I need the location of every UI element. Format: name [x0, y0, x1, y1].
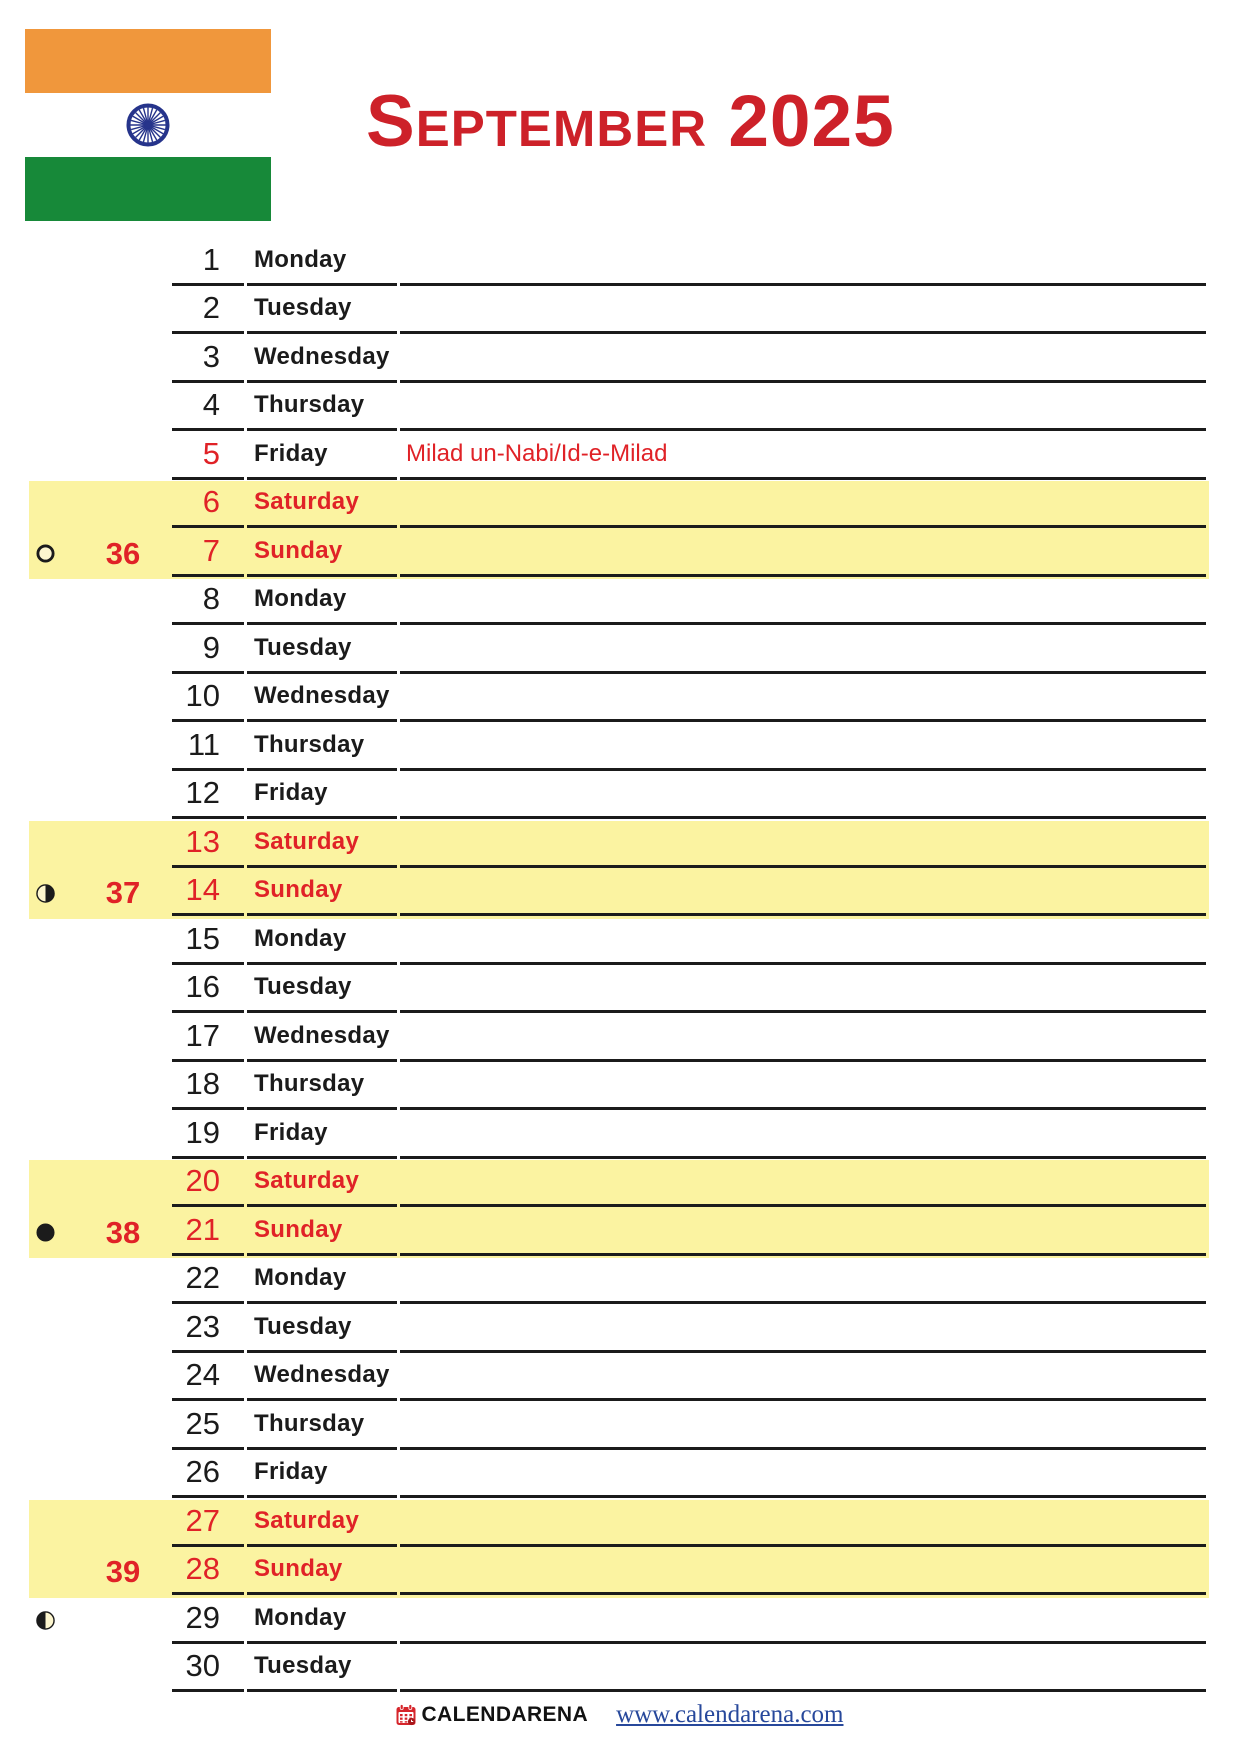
day-row[interactable] — [172, 1498, 1206, 1547]
holiday-label: Milad un-Nabi/Id-e-Milad — [400, 431, 1206, 480]
day-name: Friday — [247, 1450, 397, 1499]
day-name: Tuesday — [247, 625, 397, 674]
day-name: Tuesday — [247, 965, 397, 1014]
day-name: Saturday — [247, 480, 397, 529]
week-number-38: 38 — [105, 1215, 141, 1250]
day-number: 5 — [172, 431, 244, 480]
day-row[interactable] — [172, 1450, 1206, 1499]
day-name: Thursday — [247, 1401, 397, 1450]
holiday-label — [400, 480, 1206, 529]
holiday-label — [400, 383, 1206, 432]
day-name: Saturday — [247, 1498, 397, 1547]
holiday-label — [400, 1256, 1206, 1305]
day-row[interactable] — [172, 1207, 1206, 1256]
month-day-list — [169, 237, 1209, 1692]
day-name: Sunday — [247, 1547, 397, 1596]
day-number: 1 — [172, 237, 244, 286]
day-row[interactable] — [172, 431, 1206, 480]
holiday-label — [400, 916, 1206, 965]
day-row[interactable] — [172, 1110, 1206, 1159]
first-quarter-moon-icon — [36, 1611, 55, 1630]
day-name: Wednesday — [247, 334, 397, 383]
holiday-label — [400, 1547, 1206, 1596]
day-number: 7 — [172, 528, 244, 577]
day-row[interactable] — [172, 480, 1206, 529]
day-row[interactable] — [172, 286, 1206, 335]
day-row[interactable] — [172, 528, 1206, 577]
day-row[interactable] — [172, 1595, 1206, 1644]
day-row[interactable] — [172, 1159, 1206, 1208]
day-number: 20 — [172, 1159, 244, 1208]
day-row[interactable] — [172, 577, 1206, 626]
brand — [396, 1703, 588, 1727]
day-number: 28 — [172, 1547, 244, 1596]
holiday-label — [400, 1644, 1206, 1693]
day-name: Wednesday — [247, 1353, 397, 1402]
full-moon-icon — [36, 544, 55, 563]
holiday-label — [400, 1062, 1206, 1111]
day-row[interactable] — [172, 868, 1206, 917]
new-moon-icon — [36, 1223, 55, 1242]
day-row[interactable] — [172, 1547, 1206, 1596]
day-row[interactable] — [172, 819, 1206, 868]
brand-label: CALENDARENA — [421, 1703, 589, 1726]
day-name: Wednesday — [247, 1013, 397, 1062]
day-name: Saturday — [247, 1159, 397, 1208]
day-row[interactable] — [172, 1062, 1206, 1111]
holiday-label — [400, 1595, 1206, 1644]
holiday-label — [400, 868, 1206, 917]
day-name: Monday — [247, 1595, 397, 1644]
holiday-label — [400, 1159, 1206, 1208]
day-row[interactable] — [172, 1013, 1206, 1062]
holiday-label — [400, 334, 1206, 383]
day-row[interactable] — [172, 916, 1206, 965]
day-number: 10 — [172, 674, 244, 723]
day-name: Tuesday — [247, 286, 397, 335]
day-number: 12 — [172, 771, 244, 820]
day-name: Friday — [247, 1110, 397, 1159]
day-name: Thursday — [247, 1062, 397, 1111]
holiday-label — [400, 1353, 1206, 1402]
day-number: 9 — [172, 625, 244, 674]
day-row[interactable] — [172, 1256, 1206, 1305]
holiday-label — [400, 819, 1206, 868]
day-number: 4 — [172, 383, 244, 432]
ashoka-chakra-icon — [125, 102, 171, 148]
day-row[interactable] — [172, 771, 1206, 820]
holiday-label — [400, 674, 1206, 723]
day-number: 30 — [172, 1644, 244, 1693]
day-row[interactable] — [172, 1644, 1206, 1693]
day-row[interactable] — [172, 965, 1206, 1014]
day-row[interactable] — [172, 674, 1206, 723]
flag-white-band — [25, 93, 271, 157]
day-name: Wednesday — [247, 674, 397, 723]
holiday-label — [400, 237, 1206, 286]
day-name: Thursday — [247, 722, 397, 771]
holiday-label — [400, 625, 1206, 674]
day-row[interactable] — [172, 1353, 1206, 1402]
day-name: Sunday — [247, 1207, 397, 1256]
day-name: Friday — [247, 771, 397, 820]
day-name: Thursday — [247, 383, 397, 432]
day-number: 13 — [172, 819, 244, 868]
day-row[interactable] — [172, 625, 1206, 674]
day-number: 8 — [172, 577, 244, 626]
week-number-37: 37 — [105, 875, 141, 910]
day-number: 14 — [172, 868, 244, 917]
holiday-label — [400, 1450, 1206, 1499]
day-number: 22 — [172, 1256, 244, 1305]
day-number: 6 — [172, 480, 244, 529]
day-number: 29 — [172, 1595, 244, 1644]
holiday-label — [400, 528, 1206, 577]
day-number: 18 — [172, 1062, 244, 1111]
day-name: Tuesday — [247, 1304, 397, 1353]
holiday-label — [400, 1401, 1206, 1450]
flag-saffron-band — [25, 29, 271, 93]
day-name: Monday — [247, 237, 397, 286]
day-name: Monday — [247, 577, 397, 626]
day-name: Sunday — [247, 868, 397, 917]
day-name: Monday — [247, 1256, 397, 1305]
holiday-label — [400, 1498, 1206, 1547]
page-title: September 2025 — [366, 81, 895, 162]
day-name: Monday — [247, 916, 397, 965]
india-flag-icon — [25, 29, 271, 221]
holiday-label — [400, 1013, 1206, 1062]
week-number-39: 39 — [105, 1554, 141, 1589]
calendar-icon — [396, 1704, 416, 1726]
day-number: 16 — [172, 965, 244, 1014]
day-name: Sunday — [247, 528, 397, 577]
day-name: Saturday — [247, 819, 397, 868]
day-number: 2 — [172, 286, 244, 335]
day-number: 15 — [172, 916, 244, 965]
day-name: Friday — [247, 431, 397, 480]
holiday-label — [400, 965, 1206, 1014]
holiday-label — [400, 577, 1206, 626]
day-number: 11 — [172, 722, 244, 771]
flag-green-band — [25, 157, 271, 221]
day-name: Tuesday — [247, 1644, 397, 1693]
holiday-label — [400, 286, 1206, 335]
day-row[interactable] — [172, 237, 1206, 286]
holiday-label — [400, 1207, 1206, 1256]
holiday-label — [400, 771, 1206, 820]
day-row[interactable] — [172, 383, 1206, 432]
day-number: 17 — [172, 1013, 244, 1062]
day-number: 26 — [172, 1450, 244, 1499]
last-quarter-moon-icon — [36, 884, 55, 903]
site-link[interactable]: www.calendarena.com — [616, 1701, 844, 1728]
day-number: 25 — [172, 1401, 244, 1450]
week-number-36: 36 — [105, 536, 141, 571]
day-number: 23 — [172, 1304, 244, 1353]
day-row[interactable] — [172, 1401, 1206, 1450]
holiday-label — [400, 1110, 1206, 1159]
day-row[interactable] — [172, 1304, 1206, 1353]
day-number: 21 — [172, 1207, 244, 1256]
day-number: 3 — [172, 334, 244, 383]
day-number: 27 — [172, 1498, 244, 1547]
day-row[interactable] — [172, 334, 1206, 383]
day-row[interactable] — [172, 722, 1206, 771]
day-number: 19 — [172, 1110, 244, 1159]
holiday-label — [400, 722, 1206, 771]
footer — [0, 1698, 1240, 1732]
day-number: 24 — [172, 1353, 244, 1402]
holiday-label — [400, 1304, 1206, 1353]
